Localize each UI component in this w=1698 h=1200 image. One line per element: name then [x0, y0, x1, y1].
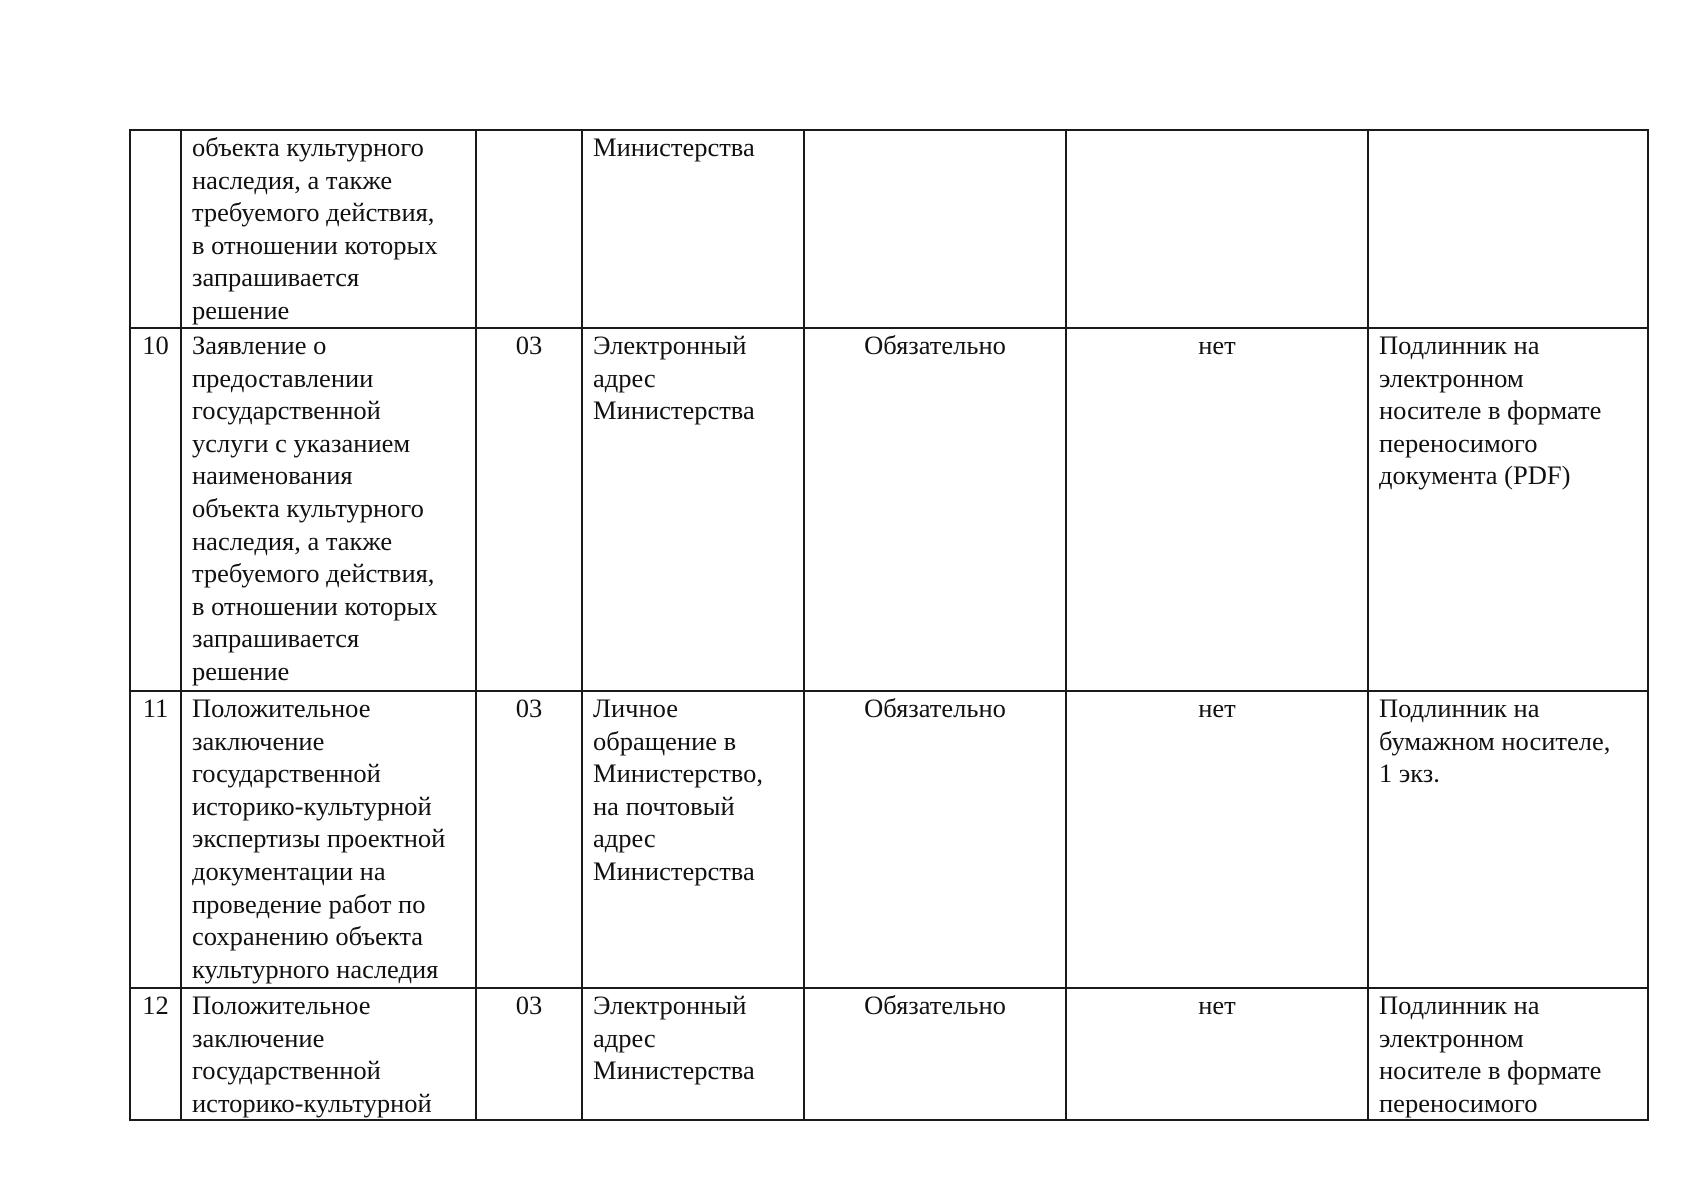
row-number-cell: 10 — [130, 328, 181, 691]
document-name-line: государственной — [192, 395, 381, 426]
document-form-line: переносимого — [1379, 1087, 1538, 1118]
requirement-cell — [804, 130, 1066, 328]
document-name-line: заключение — [192, 725, 325, 756]
document-form-line: носителе в формате — [1379, 395, 1602, 426]
document-name-line: предоставлении — [192, 362, 374, 393]
document-name-line: решение — [192, 655, 290, 686]
code-cell — [476, 130, 582, 328]
flag-cell: нет — [1066, 988, 1368, 1120]
documents-table — [129, 129, 1649, 1121]
submission-method-line: Министерства — [593, 1055, 755, 1086]
submission-method-cell — [582, 328, 804, 691]
document-form-line: носителе в формате — [1379, 1055, 1602, 1086]
document-name-line: проведение работ по — [192, 888, 426, 919]
document-name-line: требуемого действия, — [192, 197, 435, 228]
document-form-line: электронном — [1379, 362, 1524, 393]
document-name-line: наследия, а также — [192, 525, 393, 556]
document-name-line: объекта культурного — [192, 492, 424, 523]
document-name-line: историко-культурной — [192, 1087, 432, 1118]
document-form-line: Подлинник на — [1379, 990, 1540, 1020]
submission-method-cell — [582, 130, 804, 328]
requirement-cell: Обязательно — [804, 691, 1066, 988]
document-name-line: сохранению объекта — [192, 921, 424, 952]
document-form-line: бумажном носителе, — [1379, 725, 1611, 756]
document-form-line: 1 экз. — [1379, 758, 1440, 789]
document-name-line: государственной — [192, 1055, 381, 1086]
flag-cell — [1066, 130, 1368, 328]
document-name-line: Положительное — [192, 693, 371, 723]
document-name-cell — [181, 988, 476, 1120]
document-form-line: Подлинник на — [1379, 693, 1540, 723]
submission-method-line: обращение в — [593, 725, 737, 756]
table-row — [130, 328, 1648, 691]
submission-method-line: Министерства — [593, 395, 755, 426]
document-name-line: наименования — [192, 460, 353, 491]
submission-method-cell — [582, 691, 804, 988]
row-number-cell: 11 — [130, 691, 181, 988]
document-name-line: культурного наследия — [192, 953, 439, 984]
submission-method-line: Министерства — [593, 855, 755, 886]
document-form-cell — [1368, 691, 1648, 988]
document-form-cell — [1368, 988, 1648, 1120]
document-form-cell — [1368, 130, 1648, 328]
requirement-cell: Обязательно — [804, 328, 1066, 691]
document-name-cell — [181, 328, 476, 691]
table-row — [130, 988, 1648, 1120]
document-name-line: документации на — [192, 855, 386, 886]
document-form-line: электронном — [1379, 1022, 1524, 1053]
document-name-line: решение — [192, 294, 290, 325]
submission-method-line: Личное — [593, 693, 678, 723]
requirement-cell: Обязательно — [804, 988, 1066, 1120]
document-form-line: переносимого — [1379, 427, 1538, 458]
submission-method-line: адрес — [593, 823, 656, 854]
document-name-line: в отношении которых — [192, 590, 438, 621]
flag-cell: нет — [1066, 691, 1368, 988]
document-name-line: государственной — [192, 758, 381, 789]
document-form-cell — [1368, 328, 1648, 691]
table-row — [130, 130, 1648, 328]
submission-method-line: Министерство, — [593, 758, 764, 789]
document-name-line: запрашивается — [192, 623, 360, 654]
submission-method-line: Министерства — [593, 132, 755, 162]
document-name-line: экспертизы проектной — [192, 823, 446, 854]
document-name-line: заключение — [192, 1022, 325, 1053]
document-form-line: Подлинник на — [1379, 330, 1540, 360]
document-name-line: объекта культурного — [192, 132, 424, 162]
row-number-cell: 12 — [130, 988, 181, 1120]
table-row — [130, 691, 1648, 988]
document-name-cell — [181, 130, 476, 328]
document-name-line: историко-культурной — [192, 790, 432, 821]
document-name-line: требуемого действия, — [192, 558, 435, 589]
submission-method-line: Электронный — [593, 330, 747, 360]
submission-method-line: Электронный — [593, 990, 747, 1020]
document-name-line: в отношении которых — [192, 229, 438, 260]
submission-method-cell — [582, 988, 804, 1120]
document-form-line: документа (PDF) — [1379, 460, 1571, 491]
document-name-cell — [181, 691, 476, 988]
document-name-line: Положительное — [192, 990, 371, 1020]
row-number-cell — [130, 130, 181, 328]
submission-method-line: адрес — [593, 1022, 656, 1053]
code-cell: 03 — [476, 328, 582, 691]
document-name-line: Заявление о — [192, 330, 327, 360]
submission-method-line: адрес — [593, 362, 656, 393]
document-name-line: услуги с указанием — [192, 427, 411, 458]
submission-method-line: на почтовый — [593, 790, 735, 821]
document-name-line: запрашивается — [192, 262, 360, 293]
document-name-line: наследия, а также — [192, 164, 393, 195]
code-cell: 03 — [476, 988, 582, 1120]
code-cell: 03 — [476, 691, 582, 988]
flag-cell: нет — [1066, 328, 1368, 691]
